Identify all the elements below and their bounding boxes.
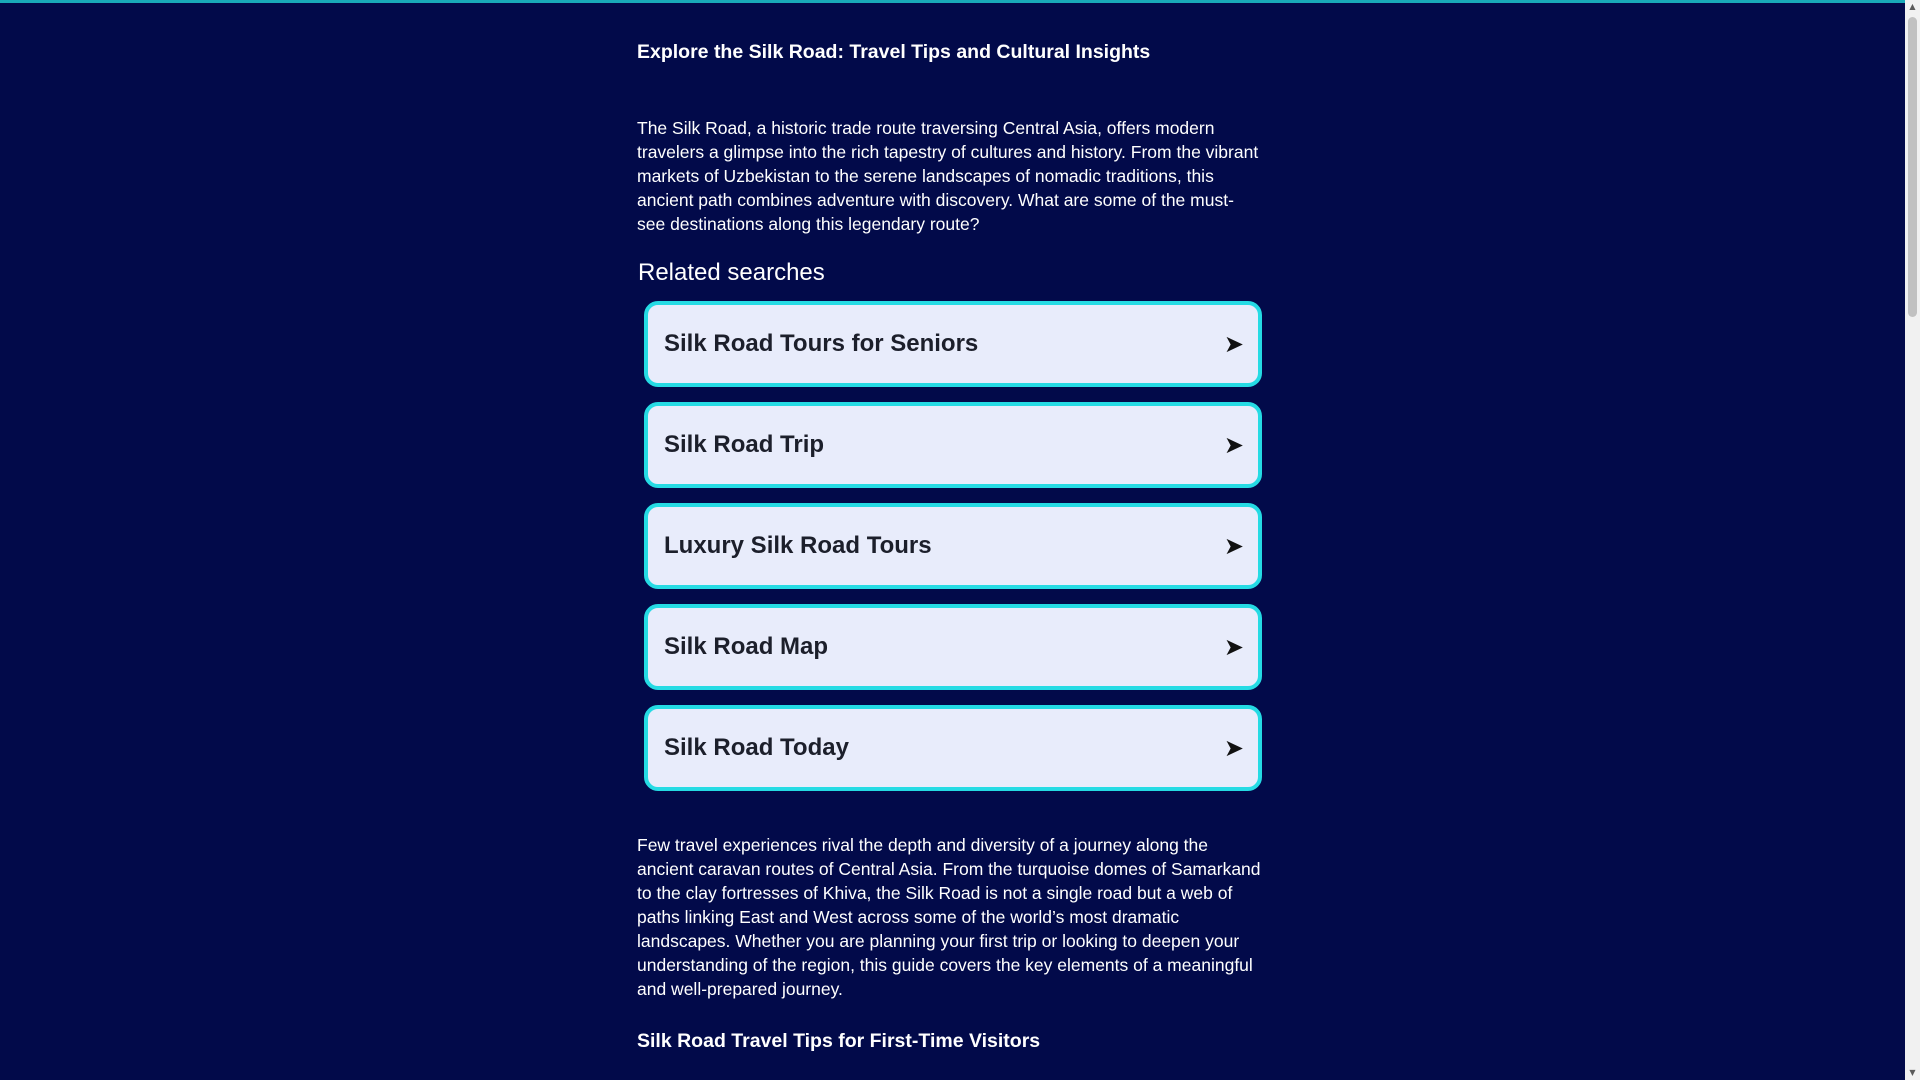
related-search-item[interactable] [644, 301, 1262, 387]
vertical-scrollbar[interactable] [1905, 0, 1920, 1080]
scroll-down-icon[interactable]: ▼ [1909, 1068, 1916, 1077]
related-search-item[interactable] [644, 604, 1262, 690]
arrow-right-icon: ➤ [1223, 532, 1244, 560]
related-searches-heading: Related searches [638, 259, 825, 286]
related-search-item[interactable] [644, 503, 1262, 589]
intro-paragraph: The Silk Road, a historic trade route traversing Central Asia, offers modern travelers a glimpse into the rich tapestry of cultures and history. From the vibrant markets of Uzbekistan to the serene landscapes of nomadic traditions, this ancient path combines adventure with discovery. What are some of the must-see destinations along this legendary route? [637, 118, 1259, 234]
related-search-label: Luxury Silk Road Tours [664, 532, 932, 559]
arrow-right-icon: ➤ [1223, 633, 1244, 661]
arrow-right-icon: ➤ [1223, 330, 1244, 358]
scrollbar-thumb[interactable] [1908, 17, 1917, 317]
related-search-label: Silk Road Trip [664, 431, 825, 458]
related-searches-list [644, 301, 1262, 806]
related-search-label: Silk Road Today [664, 734, 849, 761]
related-search-item[interactable] [644, 402, 1262, 488]
related-search-label: Silk Road Map [664, 633, 829, 660]
top-accent-bar [0, 0, 1905, 3]
related-search-label: Silk Road Tours for Seniors [664, 330, 979, 357]
section-heading: Silk Road Travel Tips for First-Time Visitors [637, 1030, 1041, 1052]
page-title: Explore the Silk Road: Travel Tips and Cultural Insights [637, 41, 1151, 63]
scroll-up-icon[interactable]: ▲ [1909, 2, 1916, 11]
related-search-item[interactable] [644, 705, 1262, 791]
body-paragraph: Few travel experiences rival the depth and diversity of a journey along the ancient caravan routes of Central Asia. From the turquoise domes of Samarkand to the clay fortresses of Khiva, the Silk Road is not a single road but a web of paths linking East and West across some of the world’s most dramatic landscapes. Whether you are planning your first trip or looking to deepen your understanding of the region, this guide covers the key elements of a meaningful and well-prepared journey. [637, 835, 1261, 999]
arrow-right-icon: ➤ [1223, 734, 1244, 762]
arrow-right-icon: ➤ [1223, 431, 1244, 459]
